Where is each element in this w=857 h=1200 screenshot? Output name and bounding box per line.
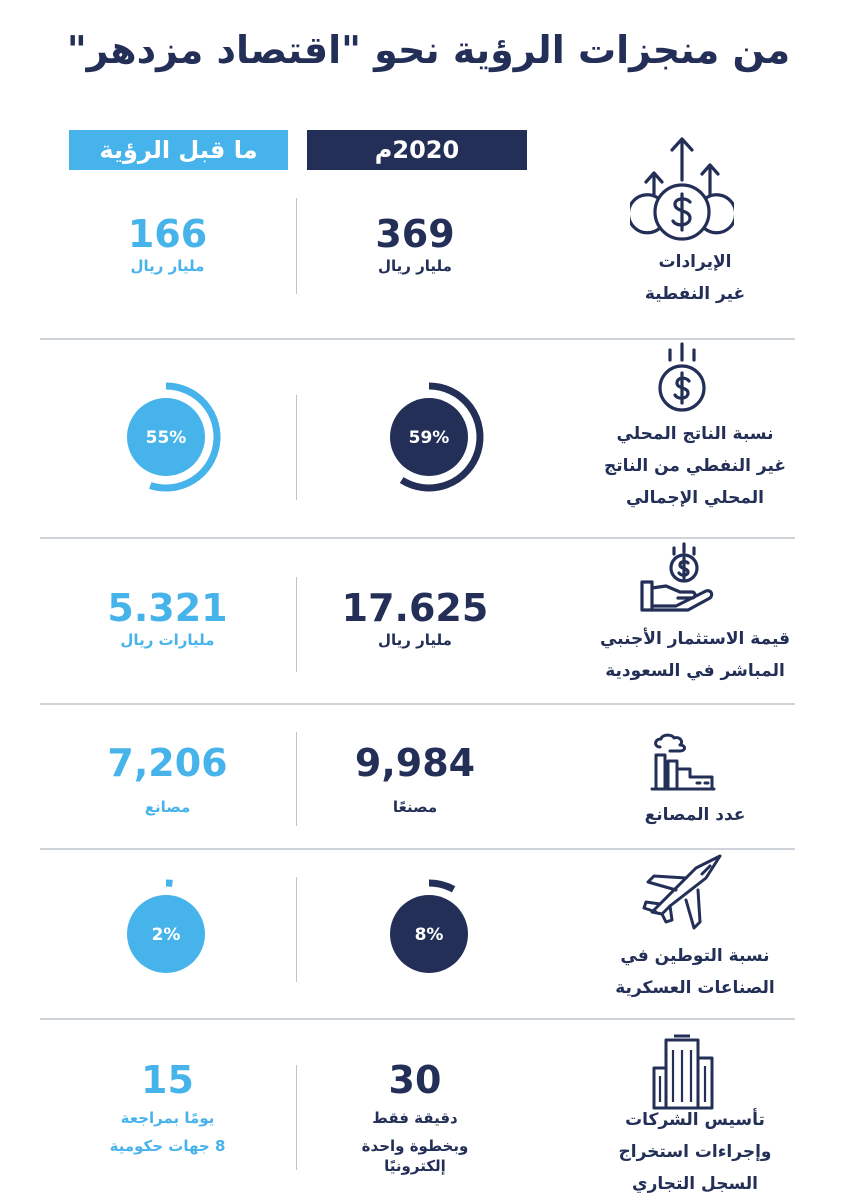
donut-before-gdp <box>107 375 227 495</box>
label-military-localization: نسبة التوطين في الصناعات العسكرية <box>615 946 775 998</box>
label-non-oil-gdp-share: نسبة الناتج المحلي غير النفطي من الناتج المحلي الإجمالي <box>603 424 787 508</box>
office-building-icon <box>650 1034 716 1110</box>
revenue-growth-icon <box>630 132 734 244</box>
donut-value: 8% <box>414 925 444 945</box>
donut-value: 59% <box>408 428 450 448</box>
row-separator <box>40 1018 795 1020</box>
header-2020: 2020م <box>307 130 527 170</box>
factory-icon <box>650 733 716 791</box>
value-before-revenue: 166 مليار ريال <box>127 212 208 275</box>
label-factories: عدد المصانع <box>644 805 746 825</box>
donut-value: 55% <box>145 428 187 448</box>
value-2020-revenue: 369 مليار ريال <box>375 212 455 275</box>
hand-holding-coin-icon <box>640 542 726 614</box>
column-divider <box>296 577 297 672</box>
column-divider <box>296 732 297 826</box>
label-non-oil-revenue: الإيرادات غير النفطية <box>644 252 746 304</box>
donut-before-military <box>107 872 227 992</box>
header-before-vision: ما قبل الرؤية <box>69 130 288 170</box>
value-2020-registration: 30 دقيقة فقط وبخطوة واحدة إلكترونيًا <box>361 1058 469 1175</box>
donut-2020-military <box>370 872 490 992</box>
label-fdi: قيمة الاستثمار الأجنبي المباشر في السعودية <box>599 629 791 681</box>
page-title: من منجزات الرؤية نحو "اقتصاد مزدهر" <box>66 28 791 72</box>
value-before-registration: 15 يومًا بمراجعة 8 جهات حكومية <box>109 1058 226 1155</box>
label-company-registration: تأسيس الشركات وإجراءات استخراج السجل التجاري <box>618 1110 772 1194</box>
value-2020-factories: 9,984 مصنعًا <box>354 741 476 816</box>
dollar-coin-icon <box>650 340 714 416</box>
value-2020-fdi: 17.625 مليار ريال <box>341 586 489 649</box>
fighter-jet-icon <box>640 852 726 934</box>
row-separator <box>40 703 795 705</box>
donut-2020-gdp <box>370 375 490 495</box>
donut-value: 2% <box>151 925 181 945</box>
value-before-factories: 7,206 مصانع <box>107 741 228 816</box>
column-divider <box>296 877 297 982</box>
donut-arc <box>429 883 454 889</box>
column-divider <box>296 198 297 294</box>
value-before-fdi: 5.321 مليارات ريال <box>107 586 228 649</box>
row-separator <box>40 848 795 850</box>
row-separator <box>40 537 795 539</box>
column-divider <box>296 1065 297 1170</box>
column-divider <box>296 395 297 500</box>
